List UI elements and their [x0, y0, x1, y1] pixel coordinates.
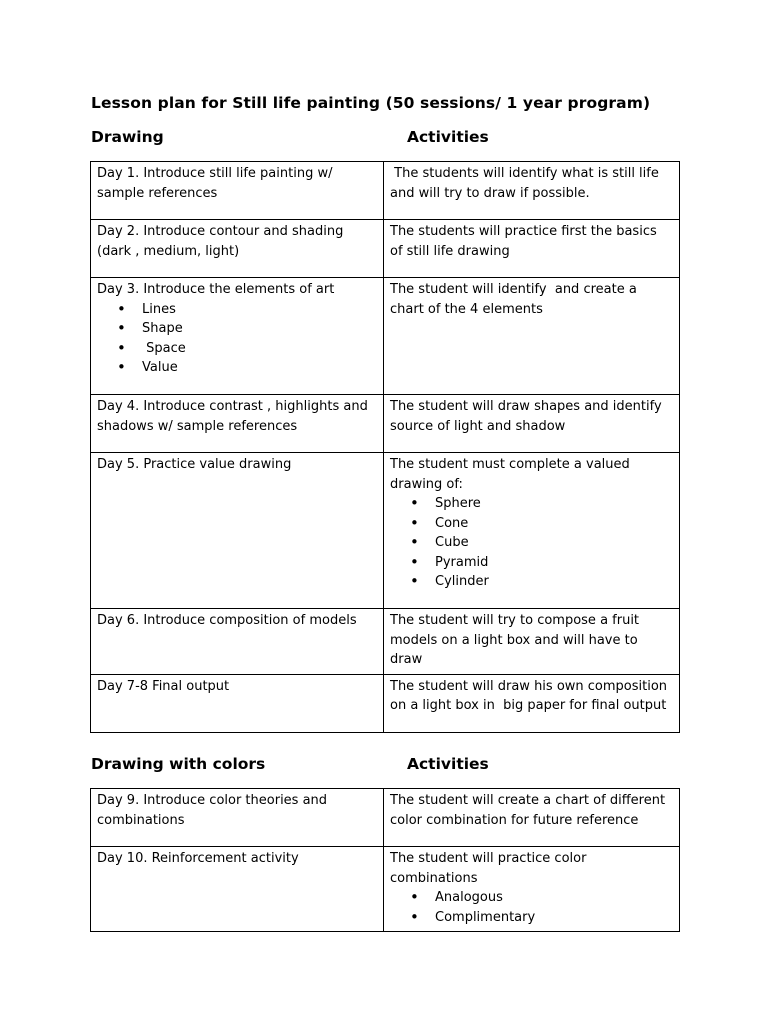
- table-row: [91, 847, 680, 932]
- activity-cell: [384, 847, 680, 932]
- activity-cell: The students will practice first the basics of still life drawing: [384, 220, 680, 278]
- list-item: • Shape: [97, 319, 377, 339]
- table-row: [91, 162, 680, 220]
- lesson-cell: Day 4. Introduce contrast , highlights and shadows w/ sample references: [91, 395, 384, 453]
- table-row: [91, 674, 680, 732]
- section1-left-heading: Drawing: [91, 128, 164, 146]
- lesson-cell: Day 5. Practice value drawing: [91, 453, 384, 609]
- lesson-text: Day 3. Introduce the elements of art: [97, 282, 335, 297]
- lesson-cell: Day 2. Introduce contour and shading (dark , medium, light): [91, 220, 384, 278]
- page-title: Lesson plan for Still life painting (50 sessions/ 1 year program): [91, 94, 651, 112]
- activity-cell: The students will identify what is still life and will try to draw if possible.: [384, 162, 680, 220]
- table-row: [91, 789, 680, 847]
- section2-left-heading: Drawing with colors: [91, 755, 266, 773]
- table-row: [91, 453, 680, 609]
- section1-right-heading: Activities: [407, 128, 489, 146]
- lesson-cell: Day 10. Reinforcement activity: [91, 847, 384, 932]
- lesson-cell: Day 1. Introduce still life painting w/ sample references: [91, 162, 384, 220]
- list-item: • Complimentary: [390, 908, 673, 928]
- color-combinations-list: [390, 888, 673, 927]
- table-row: [91, 278, 680, 395]
- list-item: • Lines: [97, 300, 377, 320]
- list-item: • Cube: [390, 533, 673, 553]
- colors-activities-table: [90, 788, 680, 932]
- table-row: [91, 609, 680, 675]
- list-item: • Cone: [390, 514, 673, 534]
- shapes-list: [390, 494, 673, 592]
- activity-cell: The student will draw his own composition on a light box in big paper for final output: [384, 674, 680, 732]
- activity-text: The student must complete a valued drawing of:: [390, 457, 630, 492]
- list-item: • Analogous: [390, 888, 673, 908]
- activity-cell: The student will create a chart of different color combination for future reference: [384, 789, 680, 847]
- table-row: [91, 395, 680, 453]
- lesson-cell: Day 9. Introduce color theories and combinations: [91, 789, 384, 847]
- section2-right-heading: Activities: [407, 755, 489, 773]
- activity-cell: The student will identify and create a chart of the 4 elements: [384, 278, 680, 395]
- activity-cell: [384, 453, 680, 609]
- activity-text: The student will practice color combinations: [390, 851, 587, 886]
- table-row: [91, 220, 680, 278]
- drawing-activities-table: [90, 161, 680, 733]
- list-item: • Cylinder: [390, 572, 673, 592]
- activity-cell: The student will try to compose a fruit models on a light box and will have to draw: [384, 609, 680, 675]
- activity-cell: The student will draw shapes and identify source of light and shadow: [384, 395, 680, 453]
- list-item: • Sphere: [390, 494, 673, 514]
- list-item: • Space: [97, 339, 377, 359]
- list-item: • Value: [97, 358, 377, 378]
- lesson-cell: Day 6. Introduce composition of models: [91, 609, 384, 675]
- lesson-cell: Day 7-8 Final output: [91, 674, 384, 732]
- list-item: • Pyramid: [390, 553, 673, 573]
- lesson-cell: [91, 278, 384, 395]
- elements-list: [97, 300, 377, 378]
